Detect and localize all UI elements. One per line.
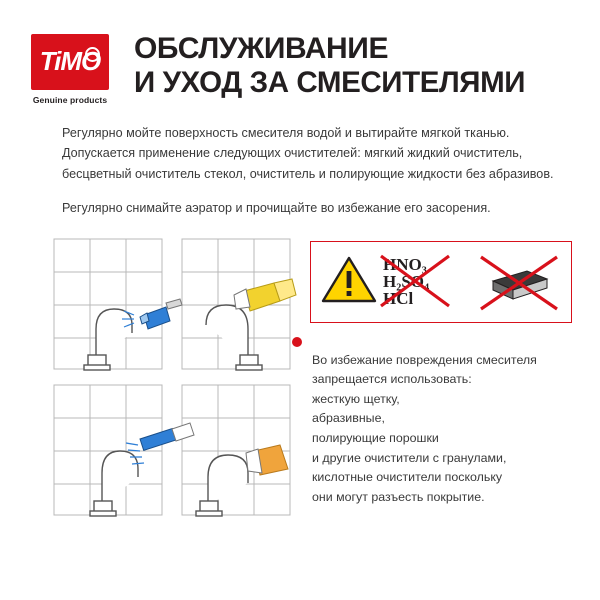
warning-line-5: полирующие порошки (312, 430, 439, 445)
content-area (0, 233, 600, 533)
intro-paragraph-1: Регулярно мойте поверхность смесителя водой и вытирайте мягкой тканью. Допускается применение следующих очистителей: мягкий жидкий очиститель, бесцветный очиститель стекол, очиститель и полирующие жидкости без абразивов. (62, 126, 554, 181)
sponge-group (473, 242, 565, 322)
chem-line-3: HCl (383, 289, 414, 309)
chemical-formulas (381, 256, 473, 308)
warning-line-4: абразивные, (312, 411, 385, 426)
faucet-1 (84, 309, 132, 370)
faucet-illustration-svg (48, 233, 308, 523)
logo-dot-icon (85, 47, 100, 62)
red-cross-chemicals-icon (377, 252, 453, 310)
title-line-1: ОБСЛУЖИВАНИЕ (134, 32, 389, 65)
brand-logo (22, 30, 118, 105)
logo-tagline: Genuine products (32, 95, 108, 105)
intro-paragraph-2: Регулярно снимайте аэратор и прочищайте во избежание его засорения. (62, 201, 491, 216)
warning-triangle-icon (317, 254, 381, 309)
warning-line-2: запрещается использовать: (312, 372, 472, 387)
chem-line-2: H₂SO₄ (383, 271, 430, 291)
cloth-icon-2 (234, 279, 296, 311)
warning-text (312, 351, 580, 508)
warning-line-3: жесткую щетку, (312, 391, 400, 406)
logo-mark-icon (31, 34, 109, 90)
illustration-panels (48, 233, 308, 523)
header (0, 0, 600, 105)
warning-line-8: они могут разъесть покрытие. (312, 489, 485, 504)
warning-line-7: кислотные очистители поскольку (312, 470, 503, 485)
warning-area (310, 241, 578, 504)
intro-text (0, 105, 600, 219)
page-title (118, 30, 578, 99)
warning-box (310, 241, 572, 323)
warning-line-6: и другие очистители с гранулами, (312, 450, 507, 465)
red-bullet-icon (292, 337, 302, 347)
title-line-2: И УХОД ЗА СМЕСИТЕЛЯМИ (134, 65, 526, 99)
cloth-icon-4 (246, 445, 288, 475)
warning-line-1: Во избежание повреждения смесителя (312, 352, 537, 367)
logo-wordmark: TiMO (39, 46, 101, 76)
chem-line-1: HNO₃ (383, 254, 427, 274)
spray-bottle-icon-1 (122, 299, 182, 329)
faucet-4 (196, 455, 248, 516)
